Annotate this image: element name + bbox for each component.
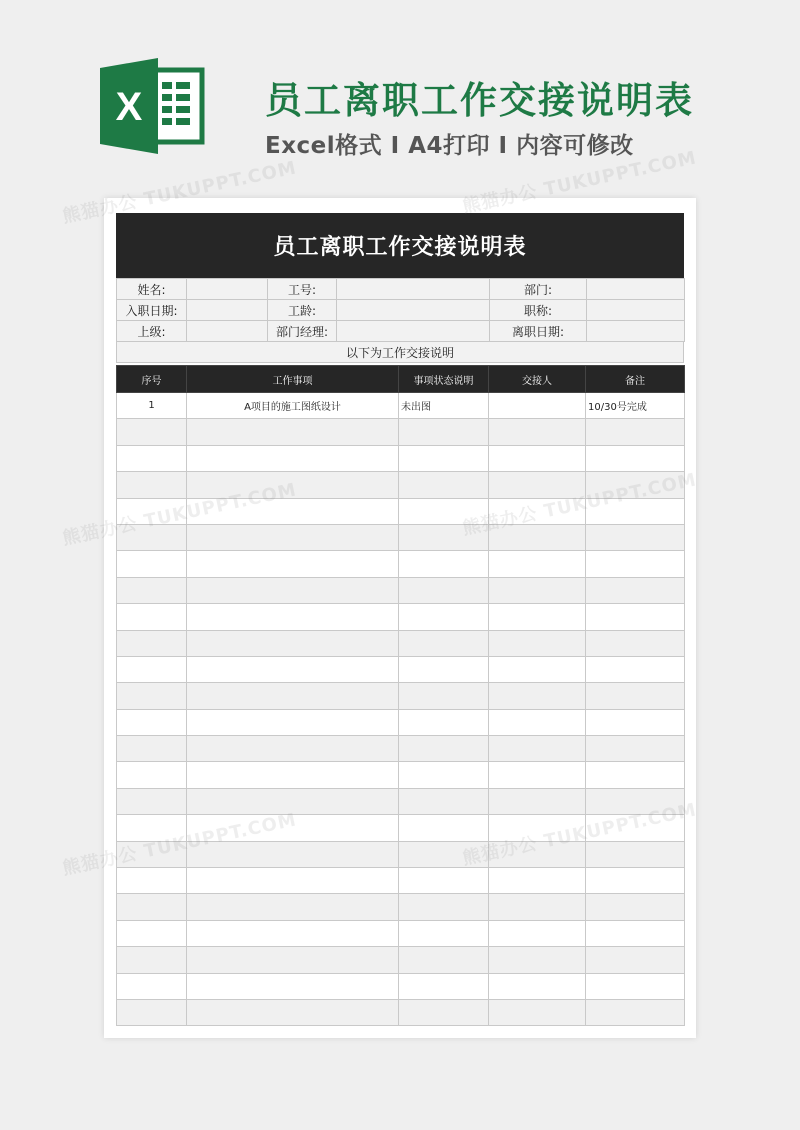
table-cell[interactable] (117, 736, 187, 762)
table-cell[interactable] (187, 445, 399, 471)
table-cell[interactable] (187, 551, 399, 577)
table-row (117, 577, 685, 603)
table-cell[interactable] (117, 841, 187, 867)
table-cell[interactable] (187, 894, 399, 920)
table-cell[interactable] (489, 604, 586, 630)
banner (0, 0, 800, 190)
table-cell[interactable] (399, 551, 489, 577)
watermark: 熊猫办公 TUKUPPT.COM (460, 147, 699, 218)
table-cell[interactable] (489, 815, 586, 841)
table-cell[interactable] (117, 656, 187, 682)
info-value-cell[interactable] (187, 321, 268, 342)
table-cell[interactable] (399, 472, 489, 498)
table-cell[interactable] (489, 973, 586, 999)
table-cell[interactable] (586, 920, 685, 946)
table-cell[interactable] (489, 656, 586, 682)
table-cell[interactable] (399, 973, 489, 999)
info-label: 工龄: (268, 300, 337, 321)
table-row (117, 762, 685, 788)
table-cell[interactable] (187, 999, 399, 1025)
table-cell[interactable] (187, 577, 399, 603)
info-value-cell[interactable] (187, 279, 268, 300)
table-row (117, 630, 685, 656)
handover-note: 以下为工作交接说明 (116, 342, 684, 363)
table-row (117, 472, 685, 498)
table-row (117, 656, 685, 682)
table-cell[interactable] (586, 656, 685, 682)
table-cell[interactable] (399, 999, 489, 1025)
table-cell[interactable] (489, 841, 586, 867)
table-cell[interactable] (399, 445, 489, 471)
table-row (117, 498, 685, 524)
table-cell[interactable] (489, 445, 586, 471)
table-cell[interactable] (489, 709, 586, 735)
info-label: 入职日期: (117, 300, 187, 321)
table-cell[interactable] (399, 736, 489, 762)
table-cell[interactable] (399, 841, 489, 867)
table-row (117, 445, 685, 471)
info-row (117, 300, 685, 321)
table-cell[interactable] (586, 472, 685, 498)
table-cell[interactable] (117, 894, 187, 920)
table-cell[interactable] (489, 419, 586, 445)
table-cell[interactable] (399, 709, 489, 735)
table-cell[interactable] (586, 868, 685, 894)
table-cell[interactable] (187, 630, 399, 656)
table-row (117, 973, 685, 999)
table-cell[interactable] (489, 999, 586, 1025)
table-cell[interactable] (187, 472, 399, 498)
table-cell[interactable] (399, 524, 489, 550)
table-cell[interactable] (117, 551, 187, 577)
table-row (117, 868, 685, 894)
table-cell[interactable] (117, 788, 187, 814)
watermark: 熊猫办公 (60, 513, 140, 550)
table-cell[interactable] (586, 894, 685, 920)
info-value-cell[interactable] (337, 279, 490, 300)
table-row (117, 894, 685, 920)
document-page (104, 198, 696, 1038)
table-cell[interactable] (399, 683, 489, 709)
table-row (117, 920, 685, 946)
info-row (117, 321, 685, 342)
info-label: 职称: (490, 300, 587, 321)
info-value-cell[interactable] (337, 300, 490, 321)
table-cell[interactable] (489, 551, 586, 577)
svg-text:X: X (115, 85, 143, 129)
table-cell[interactable] (399, 498, 489, 524)
column-header: 交接人 (489, 366, 586, 393)
table-row (117, 815, 685, 841)
table-cell[interactable] (489, 947, 586, 973)
table-row (117, 419, 685, 445)
table-cell[interactable] (489, 498, 586, 524)
info-value-cell[interactable] (187, 300, 268, 321)
table-cell[interactable] (586, 524, 685, 550)
table-cell[interactable] (187, 973, 399, 999)
table-cell[interactable] (489, 577, 586, 603)
table-row (117, 841, 685, 867)
table-cell[interactable] (187, 947, 399, 973)
table-cell[interactable] (187, 815, 399, 841)
table-cell[interactable] (117, 524, 187, 550)
table-cell[interactable] (489, 630, 586, 656)
table-cell[interactable] (586, 788, 685, 814)
table-cell[interactable] (117, 472, 187, 498)
table-row (117, 524, 685, 550)
table-row (117, 788, 685, 814)
info-label: 部门经理: (268, 321, 337, 342)
table-cell[interactable] (117, 419, 187, 445)
table-row (117, 999, 685, 1025)
table-cell[interactable] (187, 604, 399, 630)
table-cell[interactable] (187, 498, 399, 524)
info-row (117, 279, 685, 300)
table-cell[interactable] (586, 577, 685, 603)
table-cell[interactable] (187, 524, 399, 550)
table-cell[interactable] (187, 868, 399, 894)
info-value-cell[interactable] (587, 279, 685, 300)
table-cell[interactable] (117, 868, 187, 894)
info-label: 上级: (117, 321, 187, 342)
table-cell[interactable] (399, 656, 489, 682)
table-cell[interactable] (586, 709, 685, 735)
table-cell[interactable] (586, 762, 685, 788)
table-cell[interactable] (489, 736, 586, 762)
table-cell[interactable] (489, 683, 586, 709)
table-row (117, 736, 685, 762)
column-header: 序号 (117, 366, 187, 393)
table-cell[interactable] (117, 709, 187, 735)
table-cell[interactable] (586, 630, 685, 656)
table-cell[interactable] (187, 841, 399, 867)
table-cell[interactable] (117, 920, 187, 946)
info-value-cell[interactable] (587, 300, 685, 321)
document-title: 员工离职工作交接说明表 (116, 213, 684, 278)
table-cell[interactable] (586, 841, 685, 867)
table-cell[interactable] (586, 947, 685, 973)
table-cell[interactable] (117, 815, 187, 841)
table-cell[interactable] (117, 445, 187, 471)
table-cell[interactable]: 10/30号完成 (586, 393, 685, 419)
table-cell[interactable] (187, 788, 399, 814)
table-row (117, 947, 685, 973)
table-cell[interactable] (187, 709, 399, 735)
info-label: 离职日期: (490, 321, 587, 342)
table-cell[interactable]: A项目的施工图纸设计 (187, 393, 399, 419)
table-cell[interactable] (489, 868, 586, 894)
info-value-cell[interactable] (337, 321, 490, 342)
table-cell[interactable] (117, 999, 187, 1025)
table-cell[interactable] (399, 815, 489, 841)
table-cell[interactable] (489, 524, 586, 550)
info-label: 姓名: (117, 279, 187, 300)
table-cell[interactable] (489, 762, 586, 788)
watermark: 熊猫办公 TUKUPPT.COM (60, 157, 299, 228)
table-cell[interactable] (117, 947, 187, 973)
table-cell[interactable] (586, 419, 685, 445)
table-cell[interactable] (586, 683, 685, 709)
table-cell[interactable]: 1 (117, 393, 187, 419)
table-cell[interactable] (399, 419, 489, 445)
table-cell[interactable] (489, 788, 586, 814)
info-value-cell[interactable] (587, 321, 685, 342)
table-cell[interactable] (586, 551, 685, 577)
table-cell[interactable] (586, 815, 685, 841)
table-cell[interactable] (586, 973, 685, 999)
table-cell[interactable] (399, 920, 489, 946)
table-cell[interactable] (117, 604, 187, 630)
table-row (117, 683, 685, 709)
employee-info-table (116, 278, 685, 342)
table-cell[interactable] (117, 762, 187, 788)
column-header: 事项状态说明 (399, 366, 489, 393)
table-cell[interactable] (399, 762, 489, 788)
table-row (117, 551, 685, 577)
table-cell[interactable]: 未出图 (399, 393, 489, 419)
table-cell[interactable] (187, 920, 399, 946)
table-cell[interactable] (489, 894, 586, 920)
table-cell[interactable] (399, 630, 489, 656)
table-cell[interactable] (117, 973, 187, 999)
table-cell[interactable] (399, 947, 489, 973)
table-cell[interactable] (187, 419, 399, 445)
info-label: 工号: (268, 279, 337, 300)
table-cell[interactable] (117, 683, 187, 709)
table-row (117, 709, 685, 735)
table-cell[interactable] (117, 577, 187, 603)
handover-table (116, 365, 685, 1026)
excel-icon (100, 58, 210, 154)
table-cell[interactable] (399, 604, 489, 630)
table-cell[interactable] (586, 604, 685, 630)
banner-title: 员工离职工作交接说明表 (265, 79, 694, 122)
table-cell[interactable] (187, 736, 399, 762)
table-cell[interactable] (489, 472, 586, 498)
column-header: 备注 (586, 366, 685, 393)
table-cell[interactable] (489, 920, 586, 946)
table-row (117, 393, 685, 419)
table-cell[interactable] (187, 762, 399, 788)
table-cell[interactable] (187, 656, 399, 682)
table-cell[interactable] (187, 683, 399, 709)
banner-subtitle: Excel格式 I A4打印 I 内容可修改 (265, 133, 634, 159)
table-cell[interactable] (399, 868, 489, 894)
table-cell[interactable] (117, 498, 187, 524)
column-header: 工作事项 (187, 366, 399, 393)
spreadsheet (116, 213, 684, 1026)
table-cell[interactable] (399, 577, 489, 603)
table-row (117, 604, 685, 630)
table-cell[interactable] (586, 736, 685, 762)
table-cell[interactable] (399, 894, 489, 920)
table-cell[interactable] (117, 630, 187, 656)
table-cell[interactable] (489, 393, 586, 419)
table-cell[interactable] (586, 445, 685, 471)
table-cell[interactable] (399, 788, 489, 814)
table-cell[interactable] (586, 999, 685, 1025)
table-cell[interactable] (586, 498, 685, 524)
info-label: 部门: (490, 279, 587, 300)
watermark: 熊猫办公 (60, 843, 140, 880)
